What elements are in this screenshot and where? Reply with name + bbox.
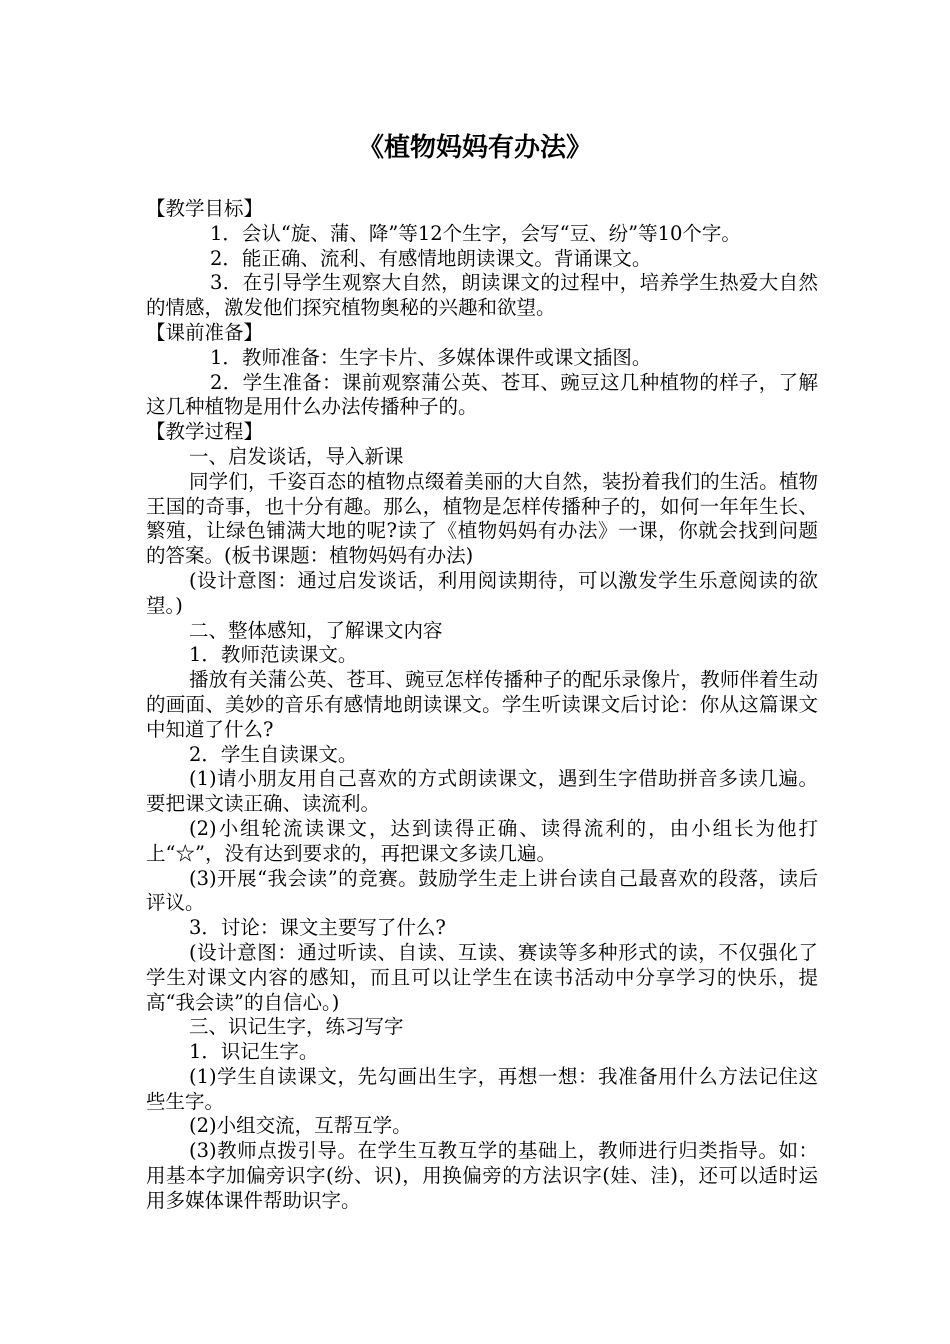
process-paragraph: (2)小组交流，互帮互学。 xyxy=(189,1114,412,1138)
goal-item: 2．能正确、流利、有感情地朗读课文。背诵课文。 xyxy=(210,246,652,270)
goal-item: 1．会认“旋、蒲、降”等12个生字，会写“豆、纷”等10个字。 xyxy=(210,221,741,245)
process-paragraph: 同学们，千姿百态的植物点缀着美丽的大自然，装扮着我们的生活。植物王国的奇事，也十分有趣。那么，植物是怎样传播种子的，如何一年年生长、繁殖，让绿色铺满大地的呢?读了《植物妈妈有办法》一课，你就会找到问题的答案。(板书课题：植物妈妈有办法) xyxy=(146,469,818,568)
process-subheading: 三、识记生字，练习写字 xyxy=(189,1015,404,1039)
design-note: (设计意图：通过听读、自读、互读、赛读等多种形式的读，不仅强化了学生对课文内容的感知，而且可以让学生在读书活动中分享学习的快乐，提高“我会读”的自信心。) xyxy=(146,940,818,1014)
process-step: 2．学生自读课文。 xyxy=(189,742,358,766)
section-heading-process: 【教学过程】 xyxy=(146,420,264,444)
process-subheading: 一、启发谈话，导入新课 xyxy=(189,444,404,468)
process-paragraph: (1)请小朋友用自己喜欢的方式朗读课文，遇到生字借助拼音多读几遍。要把课文读正确、读流利。 xyxy=(146,767,818,816)
design-note: (设计意图：通过启发谈话，利用阅读期待，可以激发学生乐意阅读的欲望。) xyxy=(146,568,818,617)
process-paragraph: (1)学生自读课文，先勾画出生字，再想一想：我准备用什么方法记住这些生字。 xyxy=(146,1064,818,1113)
process-paragraph: 播放有关蒲公英、苍耳、豌豆怎样传播种子的配乐录像片，教师伴着生动的画面、美妙的音乐有感情地朗读课文。学生听读课文后讨论：你从这篇课文中知道了什么? xyxy=(146,668,818,741)
prep-item: 1．教师准备：生字卡片、多媒体课件或课文插图。 xyxy=(210,345,652,369)
process-step: 1．教师范读课文。 xyxy=(189,643,358,667)
process-paragraph: (3)教师点拨引导。在学生互教互学的基础上，教师进行归类指导。如：用基本字加偏旁识字(纷、识)，用换偏旁的方法识字(娃、洼)，还可以适时运用多媒体课件帮助识字。 xyxy=(146,1139,818,1212)
process-paragraph: (2)小组轮流读课文，达到读得正确、读得流利的，由小组长为他打上“☆”，没有达到要求的，再把课文多读几遍。 xyxy=(146,816,818,865)
process-paragraph: (3)开展“我会读”的竞赛。鼓励学生走上讲台读自己最喜欢的段落，读后评议。 xyxy=(146,866,818,915)
prep-item: 2．学生准备：课前观察蒲公英、苍耳、豌豆这几种植物的样子，了解这几种植物是用什么办法传播种子的。 xyxy=(146,370,818,419)
process-step: 1．识记生字。 xyxy=(189,1040,319,1064)
goal-item: 3．在引导学生观察大自然，朗读课文的过程中，培养学生热爱大自然的情感，激发他们探究植物奥秘的兴趣和欲望。 xyxy=(146,271,818,320)
section-heading-goals: 【教学目标】 xyxy=(146,197,264,220)
document-body xyxy=(146,197,818,1214)
section-heading-prep: 【课前准备】 xyxy=(146,320,264,344)
process-step: 3．讨论：课文主要写了什么? xyxy=(189,916,446,940)
document-title: 《植物妈妈有办法》 xyxy=(357,133,592,163)
process-subheading: 二、整体感知，了解课文内容 xyxy=(189,618,443,642)
